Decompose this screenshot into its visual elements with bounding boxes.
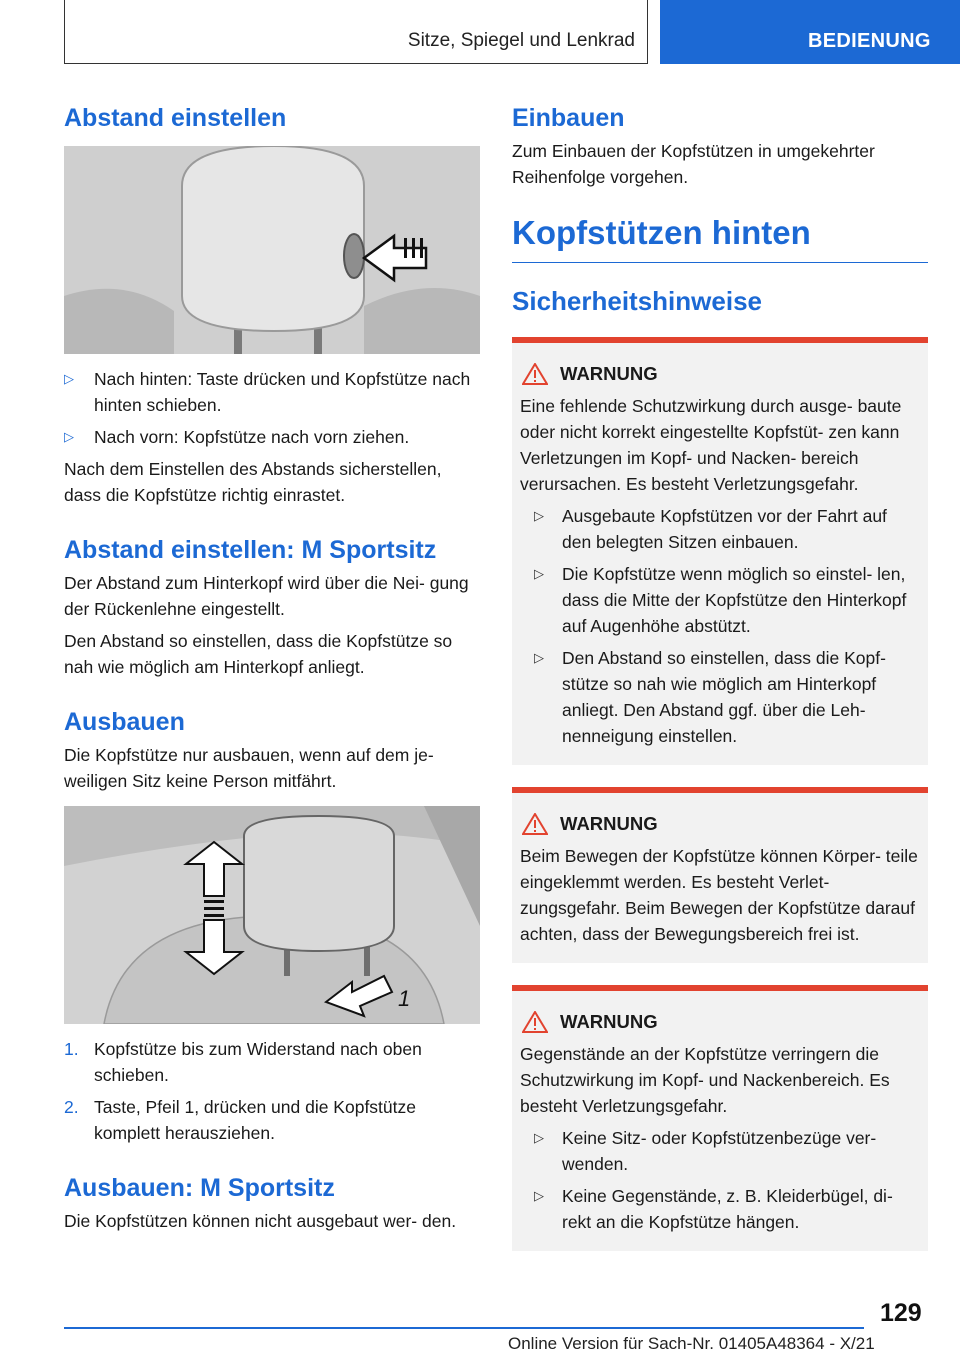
left-column xyxy=(64,100,480,1240)
figure-label-1: 1 xyxy=(398,986,411,1011)
warning-title: WARNUNG xyxy=(520,363,920,385)
list-item: ▷ Die Kopfstütze wenn möglich so einstel‐ len, dass die Mitte der Kopfstütze den Hinterkopf auf Augenhöhe abstützt. xyxy=(520,561,920,639)
triangle-bullet-icon: ▷ xyxy=(534,566,544,581)
footer-divider xyxy=(64,1327,864,1329)
paragraph: Nach dem Einstellen des Abstands sicherstellen, dass die Kopfstütze richtig einrastet. xyxy=(64,459,442,505)
right-column xyxy=(512,100,928,1273)
heading-abstand-einstellen: Abstand einstellen xyxy=(64,104,287,132)
list-item: ▷ Ausgebaute Kopfstützen vor der Fahrt auf den belegten Sitzen einbauen. xyxy=(520,503,920,555)
warning-list xyxy=(520,1125,920,1235)
triangle-bullet-icon: ▷ xyxy=(534,1130,544,1145)
heading-m-sportsitz: Abstand einstellen: M Sportsitz xyxy=(64,536,437,564)
triangle-bullet-icon: ▷ xyxy=(64,371,74,386)
warning-title: WARNUNG xyxy=(520,1011,920,1033)
headrest-illustration xyxy=(64,146,480,354)
list-item: ▷ Keine Gegenstände, z. B. Kleiderbügel, di‐ rekt an die Kopfstütze hängen. xyxy=(520,1183,920,1235)
headrest-adjust-figure xyxy=(64,146,480,354)
paragraph: Zum Einbauen der Kopfstützen in umgekehrter Reihenfolge vorgehen. xyxy=(512,141,875,187)
paragraph: Die Kopfstützen können nicht ausgebaut wer‐ den. xyxy=(64,1211,457,1231)
warning-text: Eine fehlende Schutzwirkung durch ausge‐ baute oder nicht korrekt eingestellte Kopfstüt‐ zen kann Verletzungen im Kopf- und Nacken‐ bereich verursachen. Es besteht Verletzungsgefahr. xyxy=(520,396,902,494)
paragraph: Den Abstand so einstellen, dass die Kopfstütze so nah wie möglich am Hinterkopf anliegt. xyxy=(64,631,453,677)
adjust-list xyxy=(64,366,480,450)
warning-triangle-icon xyxy=(522,363,548,385)
list-item: ▷ Den Abstand so einstellen, dass die Kopf‐ stütze so nah wie möglich am Hinterkopf anliegt. Den Abstand ggf. über die Leh‐ nenneigung einstellen. xyxy=(520,645,920,749)
triangle-bullet-icon: ▷ xyxy=(534,508,544,523)
list-item: 1. Kopfstütze bis zum Widerstand nach oben schieben. xyxy=(64,1039,422,1085)
warning-box xyxy=(512,787,928,963)
list-item: 2. Taste, Pfeil 1, drücken und die Kopfstütze komplett herausziehen. xyxy=(64,1097,416,1143)
section-title: Sitze, Spiegel und Lenkrad xyxy=(407,30,635,51)
paragraph: Die Kopfstütze nur ausbauen, wenn auf dem je‐ weiligen Sitz keine Person mitfährt. xyxy=(64,745,434,791)
header-frame xyxy=(64,0,648,64)
list-item: ▷ Keine Sitz- oder Kopfstützenbezüge ver‐ wenden. xyxy=(520,1125,920,1177)
page-number: 129 xyxy=(880,1299,922,1327)
headrest-remove-figure xyxy=(64,806,480,1024)
warning-triangle-icon xyxy=(522,813,548,835)
warning-list xyxy=(520,503,920,749)
paragraph: Der Abstand zum Hinterkopf wird über die Nei‐ gung der Rückenlehne eingestellt. xyxy=(64,573,469,619)
heading-kopfstuetzen-hinten: Kopfstützen hinten xyxy=(512,212,928,263)
triangle-bullet-icon: ▷ xyxy=(534,650,544,665)
headrest-removal-illustration xyxy=(64,806,480,1024)
warning-box xyxy=(512,985,928,1251)
warning-text: Beim Bewegen der Kopfstütze können Körper‐ teile eingeklemmt werden. Es besteht Verlet‐ zungsgefahr. Beim Bewegen der Kopfstütze darauf achten, dass der Bewegungsbereich frei ist. xyxy=(520,846,918,944)
warning-text: Gegenstände an der Kopfstütze verringern die Schutzwirkung im Kopf- und Nackenbereich. Es besteht Verletzungsgefahr. xyxy=(520,1044,890,1116)
list-item: ▷ Nach vorn: Kopfstütze nach vorn ziehen. xyxy=(64,424,480,450)
heading-ausbauen: Ausbauen xyxy=(64,708,185,736)
removal-steps xyxy=(64,1036,480,1146)
list-item: ▷ Nach hinten: Taste drücken und Kopfstütze nach hinten schieben. xyxy=(64,366,480,418)
heading-ausbauen-m-sportsitz: Ausbauen: M Sportsitz xyxy=(64,1174,335,1202)
warning-triangle-icon xyxy=(522,1011,548,1033)
warning-title: WARNUNG xyxy=(520,813,920,835)
footer-version: Online Version für Sach-Nr. 01405A48364 - X/21 xyxy=(508,1334,875,1353)
triangle-bullet-icon: ▷ xyxy=(64,429,74,444)
triangle-bullet-icon: ▷ xyxy=(534,1188,544,1203)
warning-box xyxy=(512,337,928,765)
heading-einbauen: Einbauen xyxy=(512,104,625,132)
heading-sicherheitshinweise: Sicherheitshinweise xyxy=(512,286,762,316)
chapter-tab[interactable]: BEDIENUNG xyxy=(660,0,960,64)
